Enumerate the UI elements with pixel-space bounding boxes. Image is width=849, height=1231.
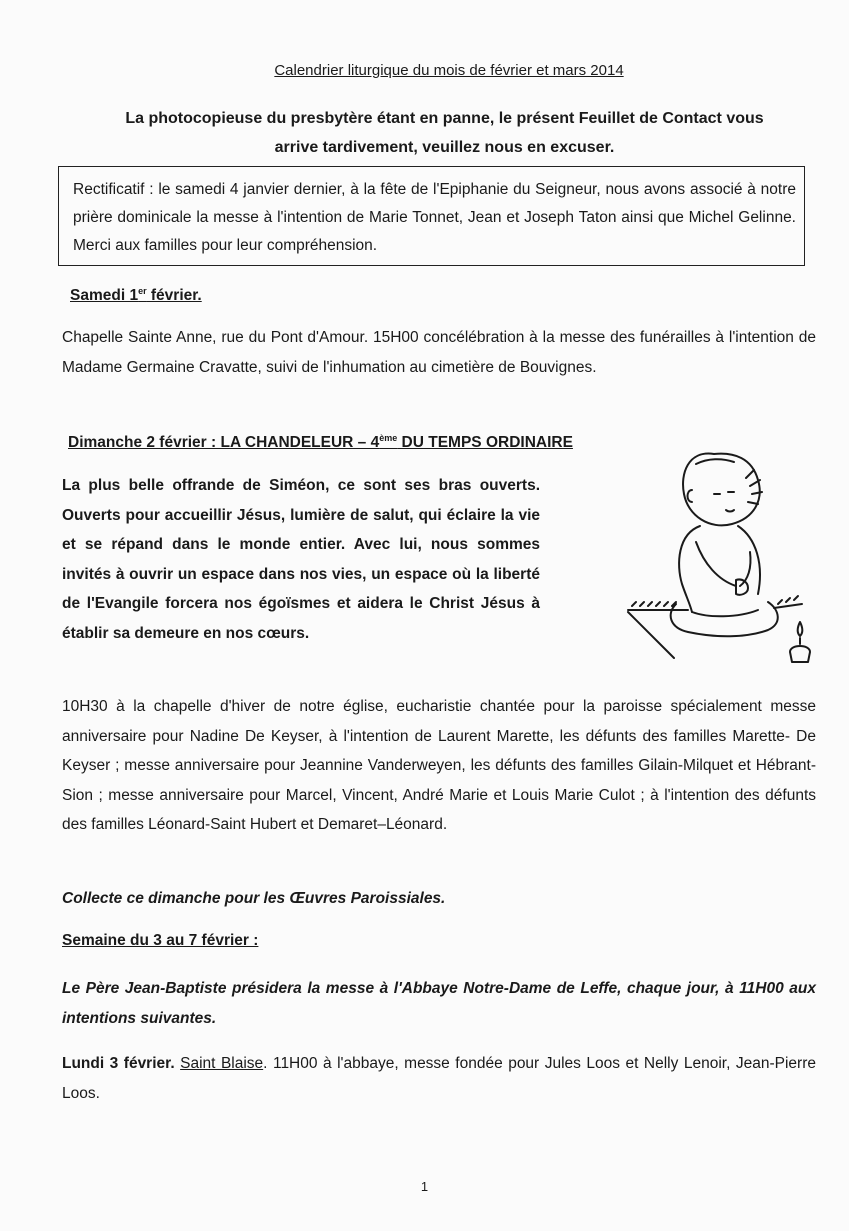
- dimanche-heading-suffix: DU TEMPS ORDINAIRE: [397, 434, 573, 452]
- samedi-text: Chapelle Sainte Anne, rue du Pont d'Amour. 15H00 concélébration à la messe des funérailles à l'intention de Madame Germaine Cravatte, suivi de l'inhumation au cimetière de Bouvignes.: [62, 329, 816, 376]
- lundi-date: Lundi 3 février.: [62, 1055, 181, 1072]
- notice-line-1: La photocopieuse du presbytère étant en panne, le présent Feuillet de Contact vous: [125, 110, 764, 127]
- chandeleur-reflection: La plus belle offrande de Siméon, ce sont ses bras ouverts. Ouverts pour accueillir Jésus, lumière de salut, qui éclaire la vie et se répand dans le monde entier. Avec lui, nous sommes invités à ouvrir un espace dans nos vies, un espace où la liberté de l'Evangile forcera nos égoïsmes et aidera le Christ Jésus à établir sa demeure en nos cœurs.: [62, 477, 540, 642]
- notice-line-2: arrive tardivement, veuillez nous en excuser.: [274, 139, 615, 156]
- samedi-heading: [70, 286, 202, 305]
- samedi-heading-sup: er: [138, 286, 147, 296]
- page-title: Calendrier liturgique du mois de février et mars 2014: [274, 62, 624, 79]
- page-number: 1: [420, 1179, 429, 1194]
- semaine-heading: Semaine du 3 au 7 février :: [62, 932, 259, 949]
- samedi-heading-text: Samedi 1: [70, 287, 139, 305]
- dimanche-heading-text: Dimanche 2 février : LA CHANDELEUR – 4: [68, 434, 380, 452]
- lundi-saint: Saint Blaise: [180, 1055, 264, 1072]
- photocopier-notice: [40, 104, 849, 162]
- samedi-heading-suffix: février.: [146, 287, 202, 305]
- lundi-details: . 11H00 à l'abbaye, messe fondée pour Jules Loos et Nelly Lenoir, Jean-Pierre Loos.: [62, 1055, 817, 1102]
- collecte-text: Collecte ce dimanche pour les Œuvres Paroissiales.: [62, 890, 446, 907]
- dimanche-heading-sup: ème: [379, 433, 398, 443]
- lundi-text: [62, 1049, 816, 1108]
- rectificatif-text: Rectificatif : le samedi 4 janvier dernier, à la fête de l'Epiphanie du Seigneur, nous avons associé à notre prière dominicale la messe à l'intention de Marie Tonnet, Jean et Joseph Taton ainsi que Michel Gelinne. Merci aux familles pour leur compréhension.: [73, 181, 796, 254]
- dimanche-heading: [68, 433, 573, 452]
- semaine-intro: Le Père Jean-Baptiste présidera la messe à l'Abbaye Notre-Dame de Leffe, chaque jour, à 11H00 aux intentions suivantes.: [62, 980, 816, 1027]
- rectificatif-box: [58, 166, 805, 266]
- praying-child-illustration: [618, 434, 814, 664]
- dimanche-mass-text: 10H30 à la chapelle d'hiver de notre église, eucharistie chantée pour la paroisse spécialement messe anniversaire pour Nadine De Keyser, à l'intention de Laurent Marette, les défunts des familles Marette- De Keyser ; messe anniversaire pour Jeannine Vanderweyen, les défunts des familles Gilain-Milquet et Hébrant-Sion ; messe anniversaire pour Marcel, Vincent, André Marie et Louis Marie Culot ; à l'intention des défunts des familles Léonard-Saint Hubert et Demaret–Léonard.: [62, 698, 816, 833]
